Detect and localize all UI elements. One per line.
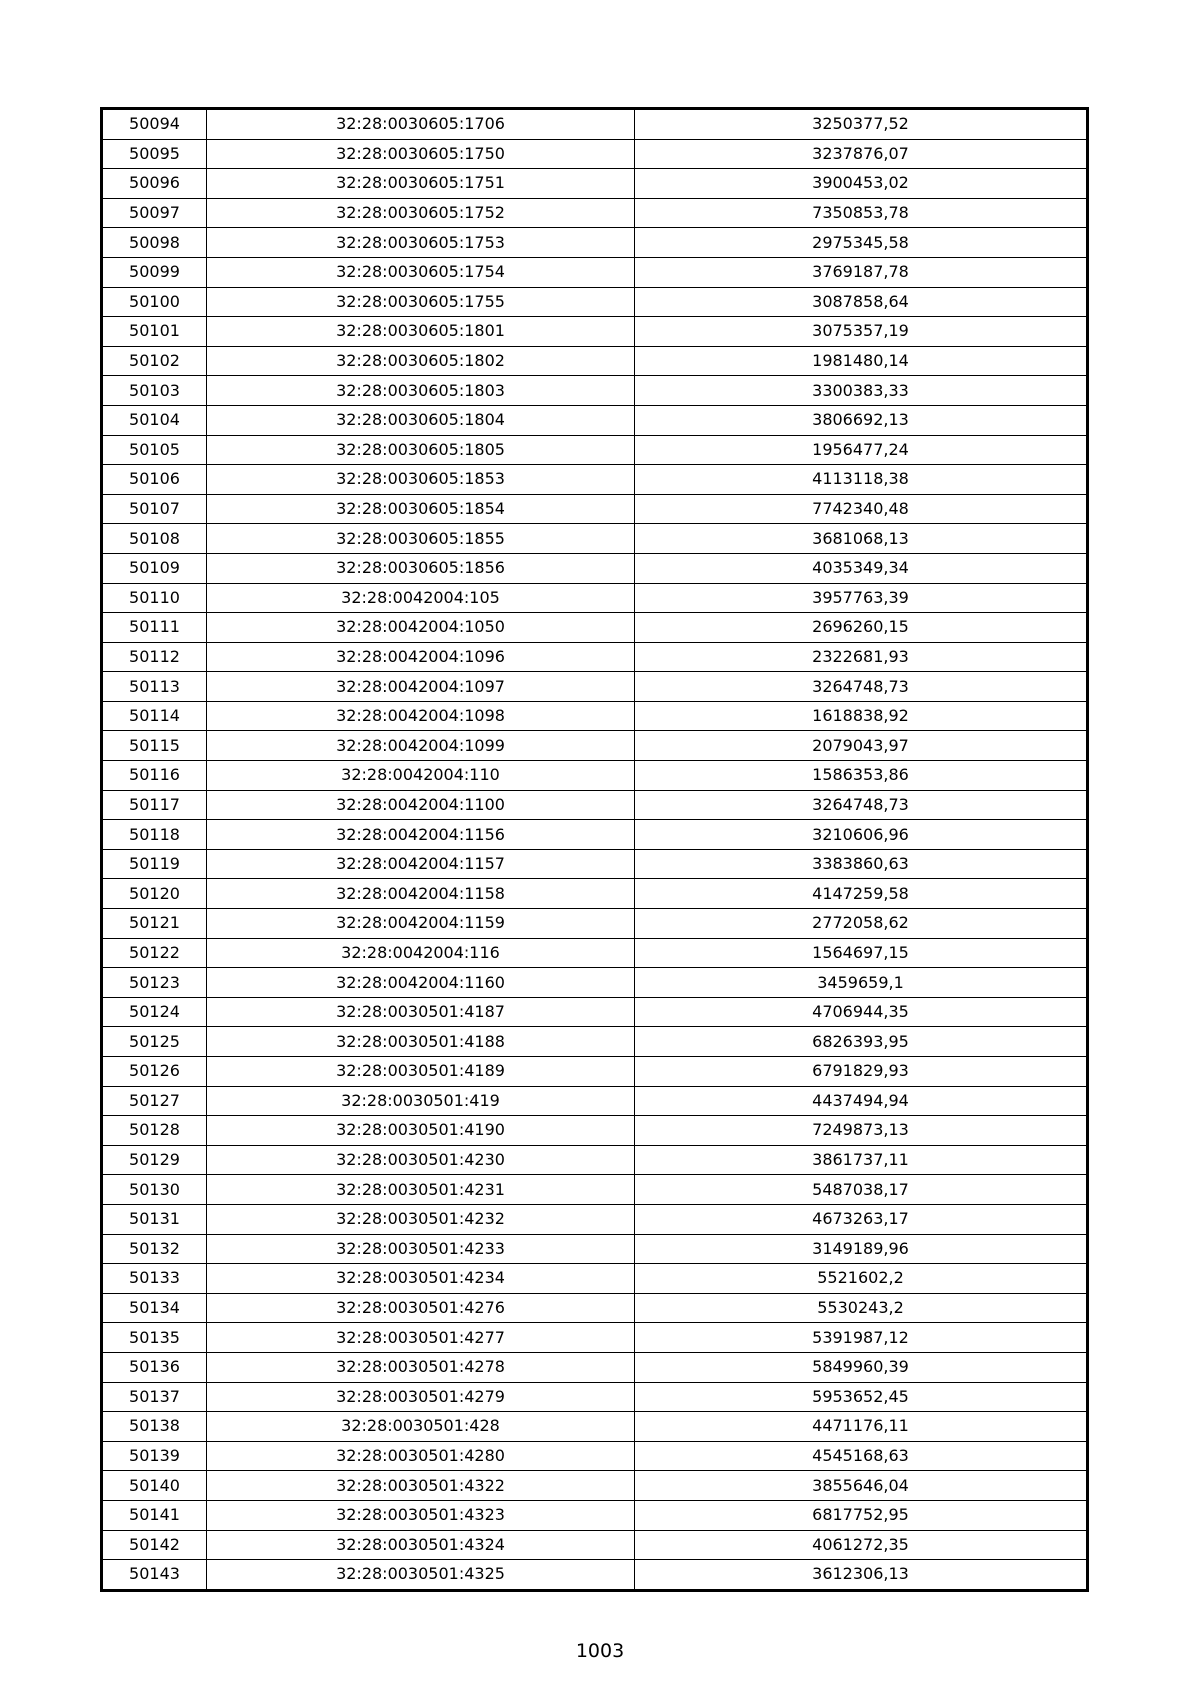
cadastral-value-cell: 5487038,17 [635,1175,1087,1205]
cadastral-number-cell: 32:28:0030605:1803 [207,376,635,406]
table-row [103,1530,1087,1560]
cadastral-number-cell: 32:28:0030605:1753 [207,228,635,258]
row-number-cell: 50110 [103,583,207,613]
table-row [103,435,1087,465]
cadastral-number-cell: 32:28:0030501:4322 [207,1471,635,1501]
row-number-cell: 50114 [103,701,207,731]
cadastral-value-cell: 4437494,94 [635,1086,1087,1116]
table-row [103,879,1087,909]
table-body [103,110,1087,1590]
cadastral-number-cell: 32:28:0042004:1158 [207,879,635,909]
cadastral-number-cell: 32:28:0030605:1754 [207,257,635,287]
table-row [103,909,1087,939]
cadastral-number-cell: 32:28:0030501:4234 [207,1264,635,1294]
table-row [103,1412,1087,1442]
cadastral-value-cell: 5521602,2 [635,1264,1087,1294]
row-number-cell: 50105 [103,435,207,465]
table-row [103,642,1087,672]
row-number-cell: 50129 [103,1145,207,1175]
row-number-cell: 50112 [103,642,207,672]
cadastral-number-cell: 32:28:0030501:4188 [207,1027,635,1057]
row-number-cell: 50138 [103,1412,207,1442]
cadastral-value-cell: 4673263,17 [635,1204,1087,1234]
cadastral-value-cell: 2322681,93 [635,642,1087,672]
row-number-cell: 50094 [103,110,207,140]
cadastral-value-cell: 3769187,78 [635,257,1087,287]
cadastral-number-cell: 32:28:0030501:4324 [207,1530,635,1560]
cadastral-number-cell: 32:28:0030605:1802 [207,346,635,376]
cadastral-number-cell: 32:28:0030501:4323 [207,1500,635,1530]
row-number-cell: 50124 [103,997,207,1027]
table-row [103,1352,1087,1382]
table-row [103,1471,1087,1501]
cadastral-number-cell: 32:28:0042004:1096 [207,642,635,672]
cadastral-number-cell: 32:28:0030605:1750 [207,139,635,169]
cadastral-number-cell: 32:28:0030501:4187 [207,997,635,1027]
cadastral-number-cell: 32:28:0042004:1160 [207,968,635,998]
row-number-cell: 50142 [103,1530,207,1560]
cadastral-number-cell: 32:28:0030501:4276 [207,1293,635,1323]
document-sheet [102,109,1086,1590]
cadastral-value-cell: 1586353,86 [635,761,1087,791]
cadastral-value-cell: 3806692,13 [635,405,1087,435]
table-row [103,938,1087,968]
cadastral-value-cell: 3250377,52 [635,110,1087,140]
page-number: 1003 [575,1640,625,1662]
table-row [103,524,1087,554]
row-number-cell: 50127 [103,1086,207,1116]
row-number-cell: 50130 [103,1175,207,1205]
row-number-cell: 50100 [103,287,207,317]
table-row [103,317,1087,347]
row-number-cell: 50134 [103,1293,207,1323]
table-row [103,287,1087,317]
cadastral-number-cell: 32:28:0042004:110 [207,761,635,791]
cadastral-number-cell: 32:28:0030605:1853 [207,465,635,495]
cadastral-number-cell: 32:28:0030501:4233 [207,1234,635,1264]
row-number-cell: 50096 [103,169,207,199]
cadastral-number-cell: 32:28:0030501:4231 [207,1175,635,1205]
cadastral-value-cell: 3383860,63 [635,849,1087,879]
row-number-cell: 50135 [103,1323,207,1353]
cadastral-number-cell: 32:28:0030605:1855 [207,524,635,554]
cadastral-value-cell: 6791829,93 [635,1057,1087,1087]
table-row [103,1264,1087,1294]
table-row [103,110,1087,140]
table-row [103,583,1087,613]
cadastral-number-cell: 32:28:0030501:4189 [207,1057,635,1087]
cadastral-number-cell: 32:28:0042004:1159 [207,909,635,939]
row-number-cell: 50103 [103,376,207,406]
cadastral-value-cell: 6817752,95 [635,1500,1087,1530]
cadastral-number-cell: 32:28:0030501:428 [207,1412,635,1442]
cadastral-value-cell: 6826393,95 [635,1027,1087,1057]
cadastral-value-cell: 3264748,73 [635,790,1087,820]
cadastral-number-cell: 32:28:0030501:4278 [207,1352,635,1382]
table-row [103,1560,1087,1590]
cadastral-value-cell: 7350853,78 [635,198,1087,228]
table-row [103,198,1087,228]
cadastral-value-cell: 2079043,97 [635,731,1087,761]
cadastral-value-cell: 3855646,04 [635,1471,1087,1501]
table-row [103,849,1087,879]
table-row [103,553,1087,583]
row-number-cell: 50140 [103,1471,207,1501]
row-number-cell: 50097 [103,198,207,228]
cadastral-value-cell: 3861737,11 [635,1145,1087,1175]
cadastral-number-cell: 32:28:0042004:1100 [207,790,635,820]
row-number-cell: 50109 [103,553,207,583]
table-row [103,494,1087,524]
table-row [103,1293,1087,1323]
row-number-cell: 50120 [103,879,207,909]
table-row [103,465,1087,495]
table-row [103,1234,1087,1264]
row-number-cell: 50136 [103,1352,207,1382]
table-row [103,790,1087,820]
cadastral-value-cell: 4706944,35 [635,997,1087,1027]
table-row [103,405,1087,435]
cadastral-number-cell: 32:28:0030605:1805 [207,435,635,465]
cadastral-value-cell: 4035349,34 [635,553,1087,583]
table-row [103,169,1087,199]
row-number-cell: 50108 [103,524,207,554]
row-number-cell: 50123 [103,968,207,998]
cadastral-value-cell: 3459659,1 [635,968,1087,998]
row-number-cell: 50139 [103,1441,207,1471]
cadastral-number-cell: 32:28:0042004:116 [207,938,635,968]
cadastral-number-cell: 32:28:0030605:1854 [207,494,635,524]
cadastral-number-cell: 32:28:0030605:1751 [207,169,635,199]
cadastral-number-cell: 32:28:0030605:1706 [207,110,635,140]
row-number-cell: 50113 [103,672,207,702]
row-number-cell: 50131 [103,1204,207,1234]
cadastral-value-cell: 1564697,15 [635,938,1087,968]
cadastral-number-cell: 32:28:0030605:1752 [207,198,635,228]
cadastral-value-cell: 3264748,73 [635,672,1087,702]
cadastral-number-cell: 32:28:0030501:4277 [207,1323,635,1353]
cadastral-number-cell: 32:28:0030501:4190 [207,1116,635,1146]
cadastral-value-cell: 3087858,64 [635,287,1087,317]
cadastral-value-cell: 5849960,39 [635,1352,1087,1382]
cadastral-number-cell: 32:28:0030605:1755 [207,287,635,317]
table-row [103,1027,1087,1057]
cadastral-number-cell: 32:28:0030605:1856 [207,553,635,583]
row-number-cell: 50104 [103,405,207,435]
table-row [103,376,1087,406]
cadastral-number-cell: 32:28:0042004:1050 [207,613,635,643]
cadastral-number-cell: 32:28:0030501:4325 [207,1560,635,1590]
cadastral-number-cell: 32:28:0042004:105 [207,583,635,613]
row-number-cell: 50095 [103,139,207,169]
row-number-cell: 50115 [103,731,207,761]
row-number-cell: 50118 [103,820,207,850]
table-row [103,731,1087,761]
table-row [103,1086,1087,1116]
table-row [103,761,1087,791]
table-row [103,1441,1087,1471]
cadastral-value-cell: 2772058,62 [635,909,1087,939]
row-number-cell: 50119 [103,849,207,879]
cadastral-value-cell: 4545168,63 [635,1441,1087,1471]
row-number-cell: 50099 [103,257,207,287]
cadastral-number-cell: 32:28:0042004:1098 [207,701,635,731]
cadastral-value-cell: 4147259,58 [635,879,1087,909]
table-row [103,1057,1087,1087]
cadastral-value-cell: 5530243,2 [635,1293,1087,1323]
row-number-cell: 50143 [103,1560,207,1590]
cadastral-number-cell: 32:28:0030605:1804 [207,405,635,435]
row-number-cell: 50125 [103,1027,207,1057]
table-row [103,257,1087,287]
cadastral-value-cell: 3075357,19 [635,317,1087,347]
cadastral-value-cell: 2696260,15 [635,613,1087,643]
row-number-cell: 50126 [103,1057,207,1087]
cadastral-number-cell: 32:28:0042004:1099 [207,731,635,761]
cadastral-value-cell: 1956477,24 [635,435,1087,465]
cadastral-number-cell: 32:28:0042004:1157 [207,849,635,879]
cadastral-value-cell: 3149189,96 [635,1234,1087,1264]
cadastral-value-cell: 1981480,14 [635,346,1087,376]
cadastral-number-cell: 32:28:0030501:419 [207,1086,635,1116]
row-number-cell: 50122 [103,938,207,968]
row-number-cell: 50101 [103,317,207,347]
row-number-cell: 50106 [103,465,207,495]
table-row [103,997,1087,1027]
row-number-cell: 50132 [103,1234,207,1264]
cadastral-value-table [102,109,1087,1590]
table-row [103,613,1087,643]
cadastral-number-cell: 32:28:0030605:1801 [207,317,635,347]
row-number-cell: 50121 [103,909,207,939]
cadastral-value-cell: 3957763,39 [635,583,1087,613]
row-number-cell: 50128 [103,1116,207,1146]
table-row [103,1204,1087,1234]
table-row [103,1116,1087,1146]
cadastral-value-cell: 4061272,35 [635,1530,1087,1560]
row-number-cell: 50141 [103,1500,207,1530]
table-row [103,346,1087,376]
row-number-cell: 50107 [103,494,207,524]
cadastral-value-cell: 5391987,12 [635,1323,1087,1353]
cadastral-number-cell: 32:28:0042004:1156 [207,820,635,850]
cadastral-value-cell: 4113118,38 [635,465,1087,495]
cadastral-value-cell: 7249873,13 [635,1116,1087,1146]
row-number-cell: 50133 [103,1264,207,1294]
table-row [103,1500,1087,1530]
cadastral-value-cell: 3900453,02 [635,169,1087,199]
row-number-cell: 50102 [103,346,207,376]
table-row [103,968,1087,998]
table-row [103,672,1087,702]
row-number-cell: 50098 [103,228,207,258]
table-row [103,139,1087,169]
cadastral-number-cell: 32:28:0042004:1097 [207,672,635,702]
table-row [103,820,1087,850]
cadastral-number-cell: 32:28:0030501:4232 [207,1204,635,1234]
row-number-cell: 50116 [103,761,207,791]
cadastral-value-cell: 3300383,33 [635,376,1087,406]
cadastral-number-cell: 32:28:0030501:4279 [207,1382,635,1412]
cadastral-number-cell: 32:28:0030501:4230 [207,1145,635,1175]
cadastral-value-cell: 1618838,92 [635,701,1087,731]
cadastral-number-cell: 32:28:0030501:4280 [207,1441,635,1471]
row-number-cell: 50137 [103,1382,207,1412]
table-row [103,228,1087,258]
cadastral-value-cell: 3681068,13 [635,524,1087,554]
row-number-cell: 50117 [103,790,207,820]
cadastral-value-cell: 5953652,45 [635,1382,1087,1412]
table-row [103,701,1087,731]
cadastral-value-cell: 3210606,96 [635,820,1087,850]
row-number-cell: 50111 [103,613,207,643]
table-row [103,1382,1087,1412]
cadastral-value-cell: 4471176,11 [635,1412,1087,1442]
table-row [103,1145,1087,1175]
cadastral-value-cell: 2975345,58 [635,228,1087,258]
cadastral-value-cell: 3237876,07 [635,139,1087,169]
cadastral-value-cell: 7742340,48 [635,494,1087,524]
cadastral-value-cell: 3612306,13 [635,1560,1087,1590]
table-row [103,1323,1087,1353]
table-row [103,1175,1087,1205]
